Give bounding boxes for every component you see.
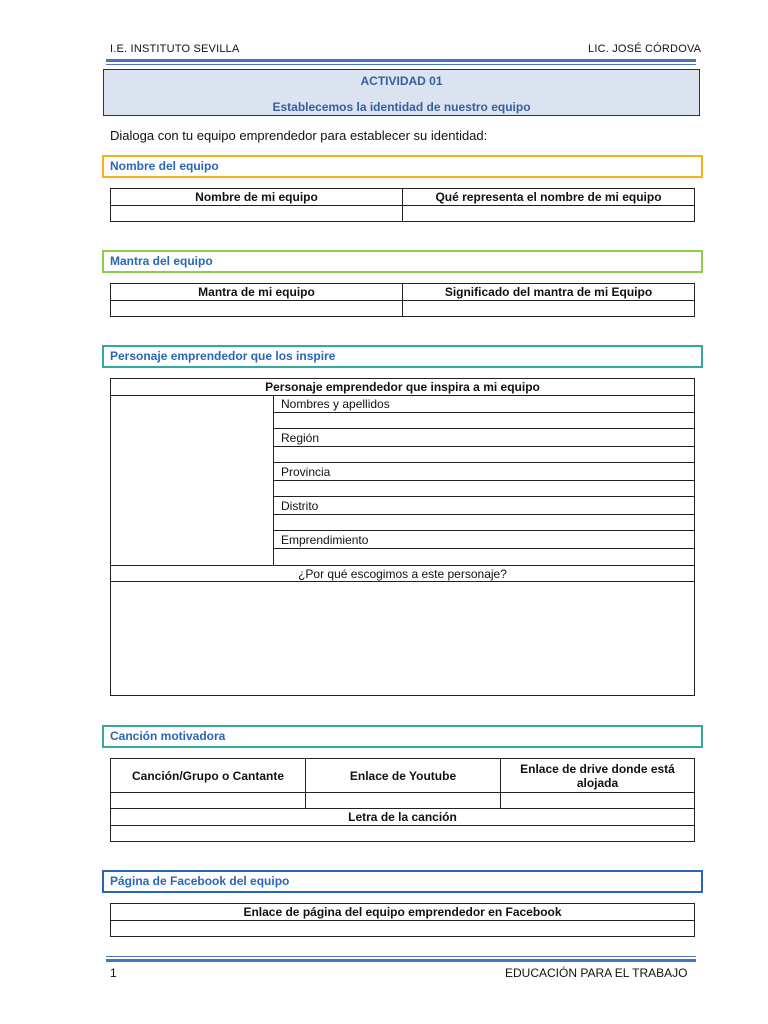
section-heading-personaje: Personaje emprendedor que los inspire [102, 345, 703, 368]
field-region-input[interactable] [274, 447, 695, 463]
header-teacher: LIC. JOSÉ CÓRDOVA [588, 43, 702, 55]
facebook-input-cell[interactable] [111, 921, 695, 937]
lyrics-input-cell[interactable] [111, 826, 695, 842]
field-emprendimiento-input[interactable] [274, 549, 695, 566]
mantra-col-header: Mantra de mi equipo [111, 284, 403, 301]
question-answer-area[interactable] [111, 582, 695, 696]
header-rule [106, 59, 696, 65]
field-emprendimiento-label: Emprendimiento [274, 531, 695, 549]
youtube-input-cell[interactable] [306, 793, 501, 809]
footer-subject: EDUCACIÓN PARA EL TRABAJO [505, 966, 688, 980]
activity-title-box [103, 69, 700, 116]
significado-col-header: Significado del mantra de mi Equipo [403, 284, 695, 301]
cancion-input-cell[interactable] [111, 793, 306, 809]
section-heading-nombre: Nombre del equipo [102, 155, 703, 178]
drive-input-cell[interactable] [501, 793, 695, 809]
footer-page-number: 1 [110, 966, 117, 980]
personaje-photo-cell[interactable] [111, 396, 274, 566]
section-heading-facebook: Página de Facebook del equipo [102, 870, 703, 893]
activity-subtitle: Establecemos la identidad de nuestro equipo [272, 100, 531, 114]
field-nombres-label: Nombres y apellidos [274, 396, 695, 413]
intro-text: Dialoga con tu equipo emprendedor para establecer su identidad: [110, 128, 488, 143]
field-nombres-input[interactable] [274, 413, 695, 429]
nombre-col-header: Nombre de mi equipo [111, 189, 403, 206]
representa-input-cell[interactable] [403, 206, 695, 222]
mantra-table [110, 283, 695, 317]
activity-number: ACTIVIDAD 01 [360, 74, 443, 88]
nombre-table [110, 188, 695, 222]
footer-rule [106, 956, 696, 962]
significado-input-cell[interactable] [403, 301, 695, 317]
section-heading-cancion: Canción motivadora [102, 725, 703, 748]
cancion-table [110, 758, 695, 842]
mantra-input-cell[interactable] [111, 301, 403, 317]
nombre-input-cell[interactable] [111, 206, 403, 222]
facebook-col-header: Enlace de página del equipo emprendedor en Facebook [111, 904, 695, 921]
cancion-col-header: Canción/Grupo o Cantante [111, 759, 306, 793]
drive-col-header: Enlace de drive donde está alojada [501, 759, 695, 793]
lyrics-header: Letra de la canción [111, 809, 695, 826]
field-distrito-label: Distrito [274, 497, 695, 515]
section-heading-mantra: Mantra del equipo [102, 250, 703, 273]
field-provincia-label: Provincia [274, 463, 695, 481]
facebook-table [110, 903, 695, 937]
field-provincia-input[interactable] [274, 481, 695, 497]
youtube-col-header: Enlace de Youtube [306, 759, 501, 793]
header-institution: I.E. INSTITUTO SEVILLA [110, 43, 240, 55]
field-region-label: Región [274, 429, 695, 447]
question-label: ¿Por qué escogimos a este personaje? [111, 566, 695, 582]
personaje-table-title: Personaje emprendedor que inspira a mi equipo [111, 379, 695, 396]
representa-col-header: Qué representa el nombre de mi equipo [403, 189, 695, 206]
field-distrito-input[interactable] [274, 515, 695, 531]
personaje-table [110, 378, 695, 696]
